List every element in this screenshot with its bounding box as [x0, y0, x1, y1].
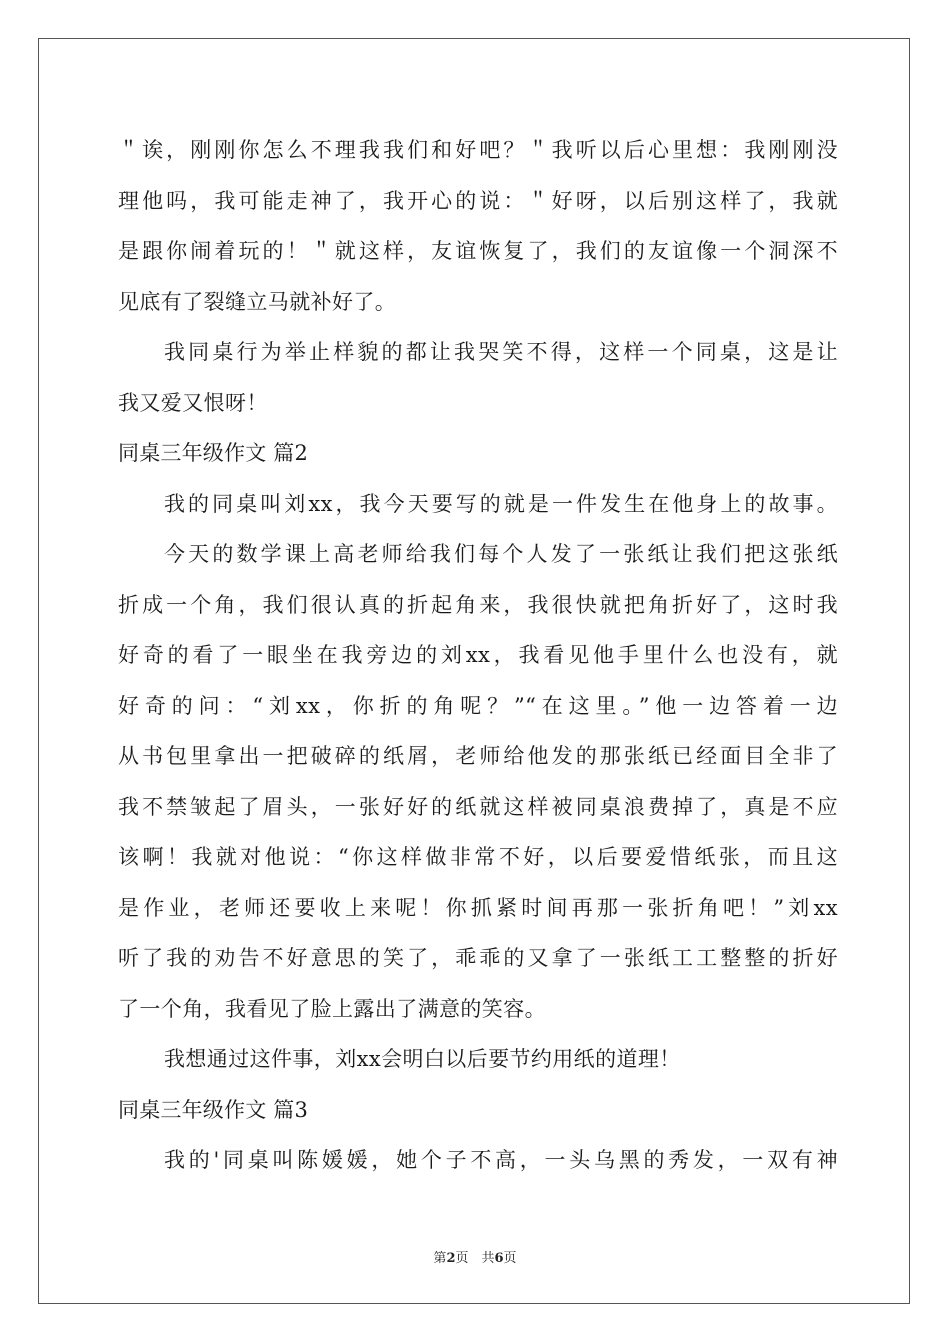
footer-middle: 页 共: [455, 1251, 495, 1266]
section-heading: 同桌三年级作文 篇2: [118, 441, 309, 465]
text-line: 理他吗，我可能走神了，我开心的说：＂好呀，以后别这样了，我就: [118, 188, 838, 213]
text-line: 听了我的劝告不好意思的笑了，乖乖的又拿了一张纸工工整整的折好: [118, 946, 838, 970]
text-line: 好奇的问：“刘xx，你折的角呢？”“在这里。”他一边答着一边: [118, 693, 838, 718]
footer-suffix: 页: [503, 1251, 517, 1266]
text-line: 了一个角，我看见了脸上露出了满意的笑容。: [118, 996, 546, 1021]
text-line: ＂诶，刚刚你怎么不理我我们和好吧？＂我听以后心里想：我刚刚没: [118, 138, 838, 162]
current-page-number: 2: [446, 1251, 456, 1266]
section-heading: 同桌三年级作文 篇3: [118, 1097, 309, 1122]
page-footer: [0, 1247, 950, 1266]
text-line: 我想通过这件事，刘xx会明白以后要节约用纸的道理！: [164, 1047, 681, 1071]
text-line: 是作业，老师还要收上来呢！你抓紧时间再那一张折角吧！”刘xx: [118, 895, 838, 920]
text-line: 我的'同桌叫陈媛媛，她个子不高，一头乌黑的秀发，一双有神: [164, 1148, 838, 1172]
text-line: 我又爱又恨呀！: [118, 390, 268, 415]
text-line: 我的同桌叫刘xx，我今天要写的就是一件发生在他身上的故事。: [164, 491, 838, 516]
document-body: [118, 125, 838, 1186]
text-line: 我同桌行为举止样貌的都让我哭笑不得，这样一个同桌，这是让: [164, 340, 838, 364]
text-line: 见底有了裂缝立马就补好了。: [118, 289, 397, 314]
text-line: 今天的数学课上高老师给我们每个人发了一张纸让我们把这张纸: [164, 542, 838, 566]
footer-prefix: 第: [433, 1251, 447, 1266]
text-line: 该啊！我就对他说：“你这样做非常不好，以后要爱惜纸张，而且这: [118, 845, 838, 869]
text-line: 我不禁皱起了眉头，一张好好的纸就这样被同桌浪费掉了，真是不应: [118, 794, 838, 819]
text-line: 折成一个角，我们很认真的折起角来，我很快就把角折好了，这时我: [118, 592, 838, 617]
text-line: 从书包里拿出一把破碎的纸屑，老师给他发的那张纸已经面目全非了: [118, 744, 838, 768]
text-line: 是跟你闹着玩的！＂就这样，友谊恢复了，我们的友谊像一个洞深不: [118, 239, 838, 263]
text-line: 好奇的看了一眼坐在我旁边的刘xx，我看见他手里什么也没有，就: [118, 643, 838, 667]
total-pages-number: 6: [494, 1251, 504, 1266]
